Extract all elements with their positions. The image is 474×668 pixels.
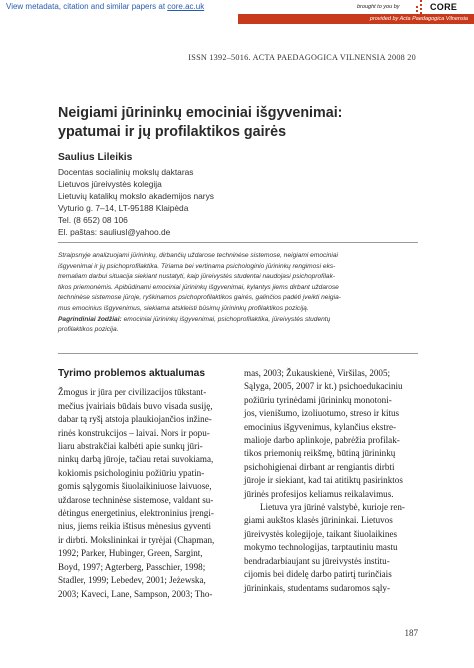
body-line: jūrininkais, studentams sudaromos sąly- bbox=[244, 582, 390, 593]
affiliation-line: Lietuvių katalikų mokslo akademijos narys bbox=[58, 191, 214, 202]
abstract-bottom-divider bbox=[58, 353, 418, 354]
body-line: dėtingus energetinius, elektroninius įrengi- bbox=[58, 508, 214, 519]
body-line: Lietuva yra jūrinė valstybė, kurioje ren- bbox=[260, 502, 405, 513]
body-line: rinės konstrukcijos – laivai. Nors ir popu- bbox=[58, 427, 210, 438]
body-line: gomis sąlygomis šiuolaikiniuose laivuose, bbox=[58, 481, 212, 492]
abstract-line: mus emocinius išgyvenimus, siekiama atskleisti būsimų jūrininkų profilaktikos poziciją. bbox=[58, 304, 309, 312]
body-line: jūroje ir siekiant, kad tai atitiktų pasirinktos bbox=[244, 475, 403, 486]
body-line: Stadler, 1999; Lebedev, 2001; Jeżewska, bbox=[58, 575, 206, 586]
body-line: dabar tą ryšį atstoja plaukiojančios inžine- bbox=[58, 414, 212, 425]
body-line: Žmogus ir jūra per civilizacijos tūkstant- bbox=[58, 387, 207, 398]
body-line: malioje darbo aplinkoje, pabrėžia profilak- bbox=[244, 435, 400, 446]
body-line: kokiomis psichologiniu požiūriu ypatin- bbox=[58, 467, 205, 478]
keywords-line: profilaktikos pozicija. bbox=[58, 326, 119, 334]
page-number: 187 bbox=[404, 628, 418, 638]
body-line: emocinius išgyvenimus, kylančius ekstre- bbox=[244, 421, 397, 432]
core-link-prefix: View metadata, citation and similar papers at bbox=[6, 2, 168, 11]
body-line: ir dirbti. Mokslininkai ir tyrėjai (Chapman, bbox=[58, 534, 215, 545]
body-line: jūrinės profesijos keliamus reikalavimus. bbox=[244, 488, 394, 499]
body-line: požiūriu tyrinėdami jūrininkų monotoni- bbox=[244, 394, 392, 405]
body-line: giami aukštos klasės jūrininkai. Lietuvos bbox=[244, 515, 393, 526]
provided-by-bar[interactable]: provided by Acta Paedagogica Vilnensia bbox=[238, 14, 474, 24]
core-logo-icon bbox=[413, 0, 429, 15]
body-line: mas, 2003; Žukauskienė, Viršilas, 2005; bbox=[244, 368, 391, 378]
body-line: Sąlyga, 2005, 2007 ir kt.) psichoedukaciniu bbox=[244, 381, 403, 392]
body-line: cijomis bei didelę darbo patirtį turinčiais bbox=[244, 569, 392, 580]
body-line: uždarose techninėse sistemose, valdant su- bbox=[58, 494, 214, 505]
core-wordmark: CORE bbox=[430, 2, 458, 12]
brought-by-text: brought to you by bbox=[357, 4, 400, 10]
abstract-line: tikos priemonėmis. Apibūdinami emociniai jūrininkų išgyvenimai, kylantys jiems dirbant uždarose bbox=[58, 283, 339, 291]
abstract-line: Straipsnyje analizuojami jūrininkų, dirbančių uždarose techninėse sistemose, neigiami emociniai bbox=[58, 252, 339, 259]
author-email[interactable]: El. paštas: sauliusl@yahoo.de bbox=[58, 227, 171, 238]
affiliation-line: Vyturio g. 7–14, LT-95188 Klaipėda bbox=[58, 203, 189, 214]
article-title bbox=[58, 104, 418, 142]
abstract-top-divider bbox=[58, 242, 418, 243]
abstract-line: techninėse sistemose jūroje, ryškinamos psichoprofilaktikos gairės, galinčios padėti įveikti neigia- bbox=[58, 294, 341, 302]
abstract-line: tremaliam darbui situacija siekiant nustatyti, kaip jūreivystės studentai naudojasi psichoprofilak- bbox=[58, 273, 336, 281]
abstract-line: išgyvenimai ir jų psichoprofilaktika. Tiriama bei vertinama psichologinio jūrininkų rengimosi eks- bbox=[58, 262, 336, 270]
body-line: tikos priemonių reikšmę, būtiną jūrininkų bbox=[244, 448, 396, 459]
body-line: 1992; Parker, Hubinger, Green, Sargint, bbox=[58, 548, 203, 559]
body-line: nius, jiems reikia ištisus mėnesius gyventi bbox=[58, 521, 212, 532]
affiliation-line: Lietuvos jūreivystės kolegija bbox=[58, 179, 162, 190]
affiliation-line: Docentas socialinių mokslų daktaras bbox=[58, 167, 194, 177]
section-heading: Tyrimo problemos aktualumas bbox=[58, 368, 206, 379]
core-link-domain[interactable]: core.ac.uk bbox=[167, 2, 205, 11]
body-line: liaru abstrakčiai kalbėti apie sunkų jūri- bbox=[58, 441, 203, 452]
title-line: ypatumai ir jų profilaktikos gairės bbox=[58, 124, 287, 140]
body-line: 2003; Kaveci, Lane, Sampson, 2003; Tho- bbox=[58, 588, 213, 599]
author-affiliation bbox=[58, 166, 214, 239]
abstract bbox=[58, 251, 420, 336]
body-line: jūreivystės kolegijoje, taikant šiuolaikines bbox=[244, 528, 398, 539]
body-line: mokymo technologijas, tarptautiniu mastu bbox=[244, 542, 398, 553]
body-line: mečius įvairiais būdais buvo visada susiję, bbox=[58, 400, 213, 411]
title-line: Neigiami jūrininkų emociniai išgyvenimai: bbox=[58, 105, 343, 121]
body-line: bendradarbiaujant su jūreivystės institu- bbox=[244, 555, 390, 566]
core-metadata-link[interactable] bbox=[6, 2, 204, 11]
author-name: Saulius Lileikis bbox=[58, 152, 133, 163]
keywords-line bbox=[58, 315, 420, 326]
body-right-column bbox=[244, 367, 420, 595]
keywords-text: emociniai jūrininkų išgyvenimai, psichoprofilaktika, jūreivystės studentų bbox=[121, 315, 331, 323]
affiliation-line: Tel. (8 652) 08 106 bbox=[58, 215, 128, 226]
core-banner bbox=[0, 0, 474, 27]
body-left-column bbox=[58, 367, 233, 601]
journal-issn-line: ISSN 1392–5016. ACTA PAEDAGOGICA VILNENSIA 2008 20 bbox=[188, 53, 416, 62]
keywords-label: Pagrindiniai žodžiai: bbox=[58, 315, 122, 323]
body-line: jos, vienišumo, izoliuotumo, streso ir kitus bbox=[244, 408, 400, 419]
body-line: Boyd, 1997; Agterberg, Passchier, 1998; bbox=[58, 561, 206, 572]
body-line: psichohigienai dirbant ar rengiantis dirbti bbox=[244, 461, 395, 472]
body-line: ninkų darbą jūroje, tačiau retai suvokiama, bbox=[58, 454, 214, 465]
